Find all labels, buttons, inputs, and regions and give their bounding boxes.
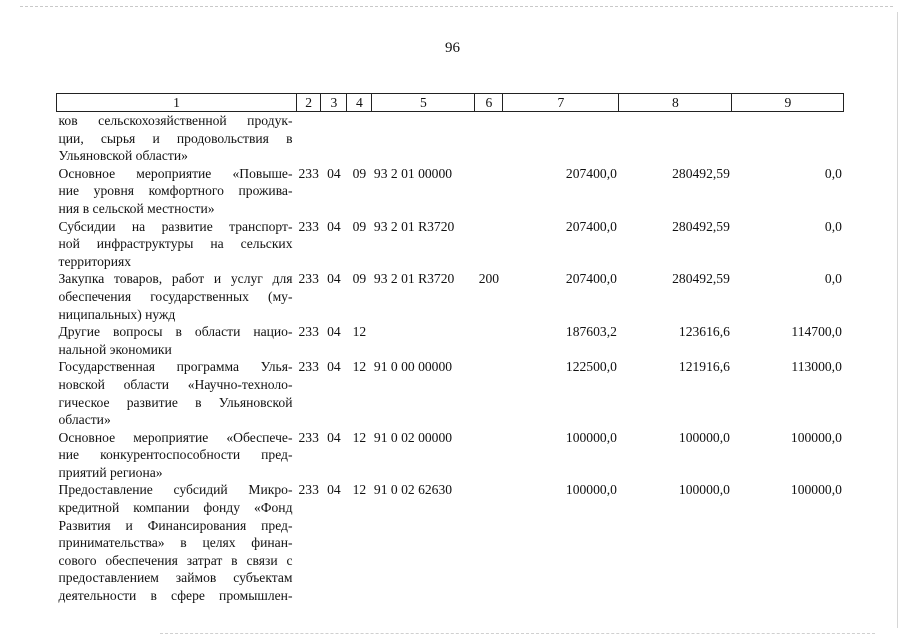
amount-col-7: 207400,0 [565, 165, 617, 181]
scan-edge-top [20, 6, 893, 7]
section-code: 04 [327, 359, 341, 375]
description-line: Другие вопросы в области нацио- [58, 324, 293, 340]
amount-col-7: 100000,0 [565, 482, 617, 498]
row-description [57, 112, 297, 165]
table-row [57, 165, 844, 218]
description-line: ков сельскохозяйственной продук- [58, 113, 293, 128]
section-code [321, 112, 347, 165]
description-line: ной инфраструктуры на сельских [58, 236, 293, 252]
table-row [57, 323, 844, 358]
amount-col-9: 100000,0 [790, 482, 842, 498]
table-body [57, 112, 844, 605]
description-line: Развития и Финансирования пред- [58, 517, 293, 533]
department-code [297, 112, 321, 165]
amount-col-9 [732, 112, 844, 165]
description-line: ние уровня комфортного прожива- [58, 183, 293, 199]
scan-edge-bottom [160, 633, 875, 634]
amount-col-8: 280492,59 [672, 218, 730, 234]
header-col-7: 7 [503, 94, 619, 112]
section-code: 04 [327, 482, 341, 498]
row-description [57, 429, 297, 482]
description-line: Основное мероприятие «Обеспече- [58, 429, 293, 445]
row-description [57, 481, 297, 604]
description-line: нальной экономики [58, 341, 172, 357]
target-article-code: 93 2 01 R3720 [373, 218, 455, 234]
expense-type-code [475, 218, 503, 271]
amount-col-8: 100000,0 [678, 482, 730, 498]
department-code: 233 [298, 429, 319, 445]
target-article-code: 93 2 01 00000 [373, 165, 453, 181]
header-col-4: 4 [347, 94, 372, 112]
target-article-code: 93 2 01 R3720 [373, 271, 455, 287]
subsection-code: 12 [352, 429, 367, 445]
subsection-code [347, 112, 372, 165]
subsection-code: 09 [352, 271, 367, 287]
expense-type-code [475, 358, 503, 428]
amount-col-8: 280492,59 [672, 271, 730, 287]
target-article-code [372, 112, 475, 165]
description-line: Предоставление субсидий Микро- [58, 482, 293, 498]
section-code: 04 [327, 324, 341, 340]
section-code: 04 [327, 429, 341, 445]
amount-col-8: 280492,59 [672, 165, 730, 181]
table-row [57, 358, 844, 428]
description-line: Субсидии на развитие транспорт- [58, 218, 293, 234]
table-row [57, 429, 844, 482]
department-code: 233 [298, 359, 319, 375]
amount-col-7 [503, 112, 619, 165]
section-code: 04 [327, 271, 341, 287]
amount-col-8: 121916,6 [678, 359, 730, 375]
description-line: предоставлением займов субъектам [58, 570, 293, 586]
page-number: 96 [445, 40, 460, 56]
table-row [57, 270, 844, 323]
amount-col-8: 100000,0 [678, 429, 730, 445]
target-article-code: 91 0 02 62630 [373, 482, 453, 498]
department-code: 233 [298, 324, 319, 340]
header-col-9: 9 [732, 94, 844, 112]
subsection-code: 12 [352, 359, 367, 375]
header-col-6: 6 [475, 94, 503, 112]
table-row [57, 112, 844, 165]
subsection-code: 12 [352, 482, 367, 498]
description-line: ния в сельской местности» [58, 200, 215, 216]
description-line: Основное мероприятие «Повыше- [58, 165, 293, 181]
expense-type-code [475, 165, 503, 218]
subsection-code: 09 [352, 218, 367, 234]
description-line: ниципальных) нужд [58, 306, 176, 322]
header-col-8: 8 [619, 94, 732, 112]
department-code: 233 [298, 482, 319, 498]
description-line: кредитной компании фонду «Фонд [58, 500, 293, 516]
header-col-5: 5 [372, 94, 475, 112]
description-line: обеспечения государственных (му- [58, 288, 293, 304]
target-article-code: 91 0 00 00000 [373, 359, 453, 375]
description-line: ние конкурентоспособности пред- [58, 447, 293, 463]
description-line: Закупка товаров, работ и услуг для [58, 271, 293, 287]
description-line: ции, сырья и продовольствия в [58, 130, 293, 146]
header-col-2: 2 [297, 94, 321, 112]
table-row [57, 218, 844, 271]
amount-col-9: 113000,0 [791, 359, 842, 375]
row-description [57, 218, 297, 271]
amount-col-7: 207400,0 [565, 271, 617, 287]
row-description [57, 270, 297, 323]
department-code: 233 [298, 218, 319, 234]
department-code: 233 [298, 271, 319, 287]
description-line: территориях [58, 253, 132, 269]
description-line: деятельности в сфере промышлен- [58, 588, 293, 604]
row-description [57, 165, 297, 218]
amount-col-8: 123616,6 [678, 324, 730, 340]
row-description [57, 323, 297, 358]
expense-type-code [475, 323, 503, 358]
expense-type-code [475, 112, 503, 165]
expense-type-code [475, 429, 503, 482]
header-col-1: 1 [57, 94, 297, 112]
amount-col-8 [619, 112, 732, 165]
target-article-code [372, 323, 475, 358]
amount-col-9: 0,0 [824, 165, 842, 181]
description-line: Ульяновской области» [58, 148, 188, 164]
amount-col-7: 100000,0 [565, 429, 617, 445]
amount-col-9: 114700,0 [791, 324, 842, 340]
table-row [57, 481, 844, 604]
amount-col-7: 207400,0 [565, 218, 617, 234]
expense-type-code [475, 481, 503, 604]
target-article-code: 91 0 02 00000 [373, 429, 453, 445]
description-line: области» [58, 412, 111, 428]
description-line: Государственная программа Улья- [58, 359, 293, 375]
expense-type-code: 200 [478, 271, 500, 287]
description-line: сового обеспечения затрат в связи с [58, 552, 293, 568]
description-line: принимательства» в целях финан- [58, 535, 293, 551]
header-col-3: 3 [321, 94, 347, 112]
amount-col-7: 122500,0 [565, 359, 617, 375]
section-code: 04 [327, 218, 341, 234]
description-line: новской области «Научно-техноло- [58, 376, 293, 392]
amount-col-9: 100000,0 [790, 429, 842, 445]
subsection-code: 09 [352, 165, 367, 181]
amount-col-9: 0,0 [824, 218, 842, 234]
subsection-code: 12 [352, 324, 367, 340]
scan-edge-right [897, 12, 898, 628]
amount-col-7: 187603,2 [565, 324, 617, 340]
department-code: 233 [298, 165, 319, 181]
row-description [57, 358, 297, 428]
description-line: приятий региона» [58, 464, 163, 480]
budget-table [56, 93, 844, 605]
amount-col-9: 0,0 [824, 271, 842, 287]
section-code: 04 [327, 165, 341, 181]
description-line: гическое развитие в Ульяновской [58, 394, 293, 410]
column-number-header [57, 94, 844, 112]
